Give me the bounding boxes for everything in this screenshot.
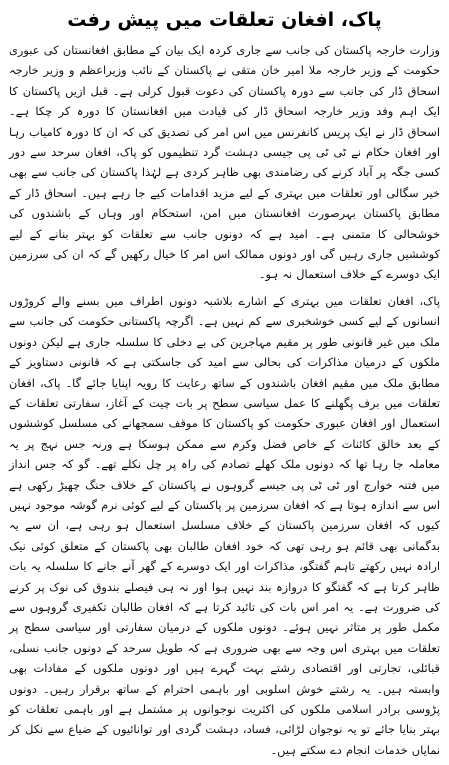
article-paragraph-1: وزارت خارجہ پاکستان کی جانب سے جاری کردہ ایک بیان کے مطابق افغانستان کی عبوری حکومت کے وزیر خارجہ ملا امیر خان متقی نے پاکستان کے نائب وزیراعظم و وزیر خارجہ اسحاق ڈار کی جانب سے دورہ پاکستان کی دعوت قبول کرلی ہے۔ قبل ازیں پاکستان کا ایک اہم وفد وزیر خارجہ اسحاق ڈار کی قیادت میں افغانستان کا دورہ کر چکا ہے۔ اسحاق ڈار نے ایک پریس کانفرنس میں اس امر کی تصدیق کی کہ ان کا دورہ کامیاب رہا اور افغان حکام نے ٹی ٹی پی جیسی دہشت گرد تنظیموں کو پاک، افغان سرحد سے دور کسی جگہ پر آباد کرنے کی رضامندی بھی ظاہر کردی ہے لہٰذا پاکستان کی جانب سے بھی خیر سگالی اور تعلقات میں بہتری کے لیے مزید اقدامات کیے جا رہے ہیں۔ اسحاق ڈار کے مطابق پاکستان بہرصورت افغانستان میں امن، استحکام اور وہاں کے باشندوں کی خوشحالی کا متمنی ہے۔ امید ہے کہ دونوں جانب سے تعلقات کو بہتر بنانے کے لیے کوششیں جاری رہیں گی اور دونوں ممالک اس امر کا خیال رکھیں گے کہ ان کی سرزمین ایک دوسرے کے خلاف استعمال نہ ہو۔ <box>9 43 440 282</box>
article-headline: پاک، افغان تعلقات میں پیش رفت <box>67 9 382 31</box>
article-paragraph-2: پاک، افغان تعلقات میں بہتری کے اشارے بلاشبہ دونوں اطراف میں بسنے والے کروڑوں انسانوں کے لیے کسی خوشخبری سے کم نہیں ہے۔ اگرچہ پاکستانی حکومت کی جانب سے ملک میں غیر قانونی طور پر مقیم مہاجرین کی بے دخلی کا سلسلہ جاری ہے لیکن دونوں ملکوں کے درمیان مذاکرات کی بحالی سے امید کی جاسکتی ہے کہ قانونی دستاویز کے مطابق ملک میں مقیم افغان باشندوں کے ساتھ رعایت کا رویہ اپنایا جائے گا۔ پاک، افغان تعلقات میں برف پگھلنے کا عمل سیاسی سطح پر بات چیت کے آغاز، سفارتی تعلقات کے استعمال اور افغان عبوری حکومت کو پاکستان کا موقف سمجھانے کی مسلسل کوششوں کے بعد خالق کائنات کے خاص فضل وکرم سے ممکن ہوسکا ہے ورنہ جس نہج پر یہ معاملہ جا رہا تھا کہ دونوں ملک کھلے تصادم کی راہ پر چل نکلے تھے۔ گو کہ جس انداز میں فتنہ خوارج اور ٹی ٹی پی جیسے گروہوں نے پاکستان کے خلاف جنگ چھیڑ رکھی ہے اس سے اندازہ ہوتا ہے کہ افغان سرزمین پر پاکستان کے لیے کوئی نرم گوشہ موجود نہیں کیوں کہ افغان سرزمین پاکستان کے خلاف مسلسل استعمال ہو رہی ہے، ان سے یہ بدگمانی بھی قائم ہو رہی تھی کہ خود افغان طالبان بھی پاکستان کے متعلق کوئی نیک ارادہ نہیں رکھتے تاہم گفتگو، مذاکرات اور ایک دوسرے کے گھر آنے جانے کا سلسلہ یہ بات ظاہر کرتا ہے کہ گفتگو کا دروازہ بند نہیں ہوا اور نہ ہی فیصلے بندوق کی نوک پر کرنے کی ضرورت ہے۔ یہ امر اس بات کی تائید کرتا ہے کہ افغان طالبان تکفیری گروہوں سے مکمل طور پر متاثر نہیں ہوئے۔ دونوں ملکوں کے درمیان سفارتی اور سیاسی سطح پر تعلقات میں بہتری اس وجہ سے بھی ضروری ہے کہ طویل سرحد کے دونوں جانب نسلی، قبائلی، تجارتی اور اقتصادی رشتے بہت گہرے ہیں اور دونوں ملکوں کے مفادات بھی وابستہ ہیں۔ یہ رشتے خوش اسلوبی اور باہمی احترام کے ساتھ برقرار رہیں۔ دونوں پڑوسی برادر اسلامی ملکوں کی اکثریت نوجوانوں پر مشتمل ہے اور باہمی تعلقات کو بہتر بنایا جائے تو یہ نوجوان لڑائی، فساد، دہشت گردی اور توانائیوں کے ضیاع سے نکل کر نمایاں خدمات انجام دے سکتے ہیں۔ <box>9 293 440 757</box>
